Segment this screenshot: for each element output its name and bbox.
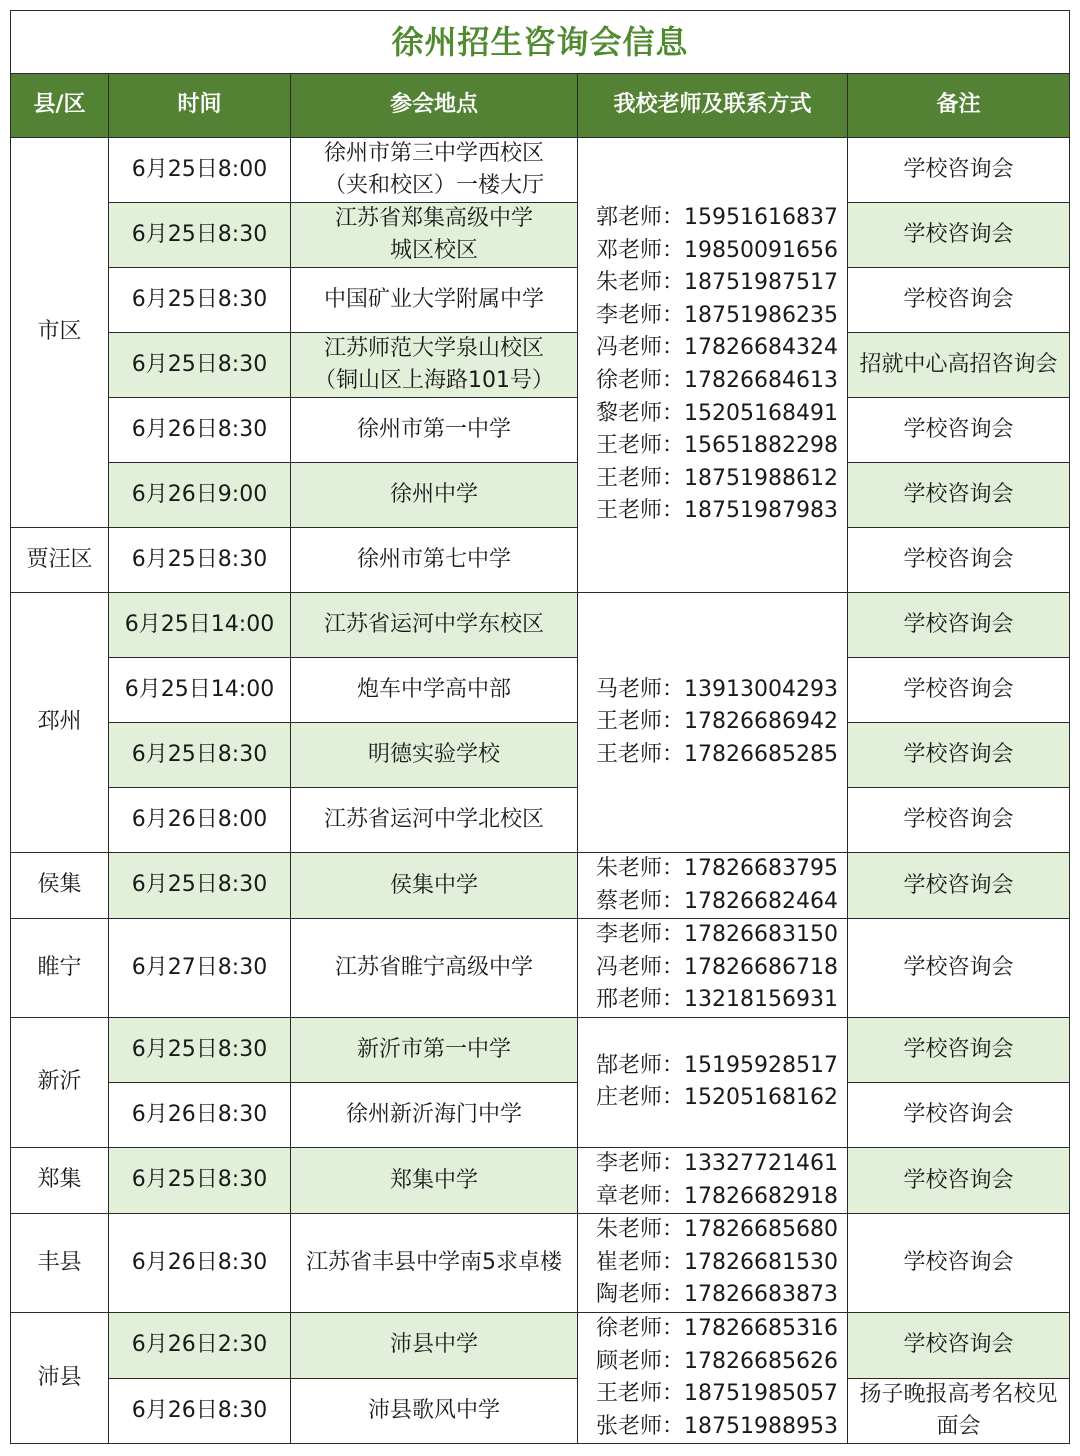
venue-line: 沛县歌风中学: [367, 1397, 500, 1423]
contacts-cell: [578, 1147, 848, 1213]
region-cell: 丰县: [11, 1214, 109, 1313]
venue-cell: [291, 398, 578, 463]
time-cell: 6月25日8:30: [109, 1017, 291, 1082]
note-line: 学校咨询会: [903, 612, 1014, 637]
venue-cell: [291, 1017, 578, 1082]
table-row: [11, 1312, 1070, 1378]
region-cell: 侯集: [11, 853, 109, 919]
title-row: [11, 11, 1070, 74]
note-line: 学校咨询会: [903, 222, 1014, 247]
contact-line: 章老师：17826682918: [596, 1183, 838, 1209]
table-row: [11, 723, 1070, 788]
contact-line: 冯老师：17826686718: [596, 954, 838, 980]
note-line: 学校咨询会: [903, 547, 1014, 572]
venue-line: 江苏省运河中学北校区: [323, 807, 544, 832]
time-cell: 6月26日2:30: [109, 1312, 291, 1378]
table-row: [11, 528, 1070, 593]
note-cell: [848, 268, 1070, 333]
time-cell: 6月25日14:00: [109, 658, 291, 723]
contact-line: 黎老师：15205168491: [596, 400, 838, 426]
time-cell: 6月25日8:30: [109, 528, 291, 593]
time-cell: 6月26日8:30: [109, 1214, 291, 1313]
contact-line: 王老师：18751987983: [596, 498, 838, 524]
venue-line: 江苏师范大学泉山校区: [323, 336, 544, 361]
note-cell: [848, 1082, 1070, 1147]
contact-line: 崔老师：17826681530: [596, 1249, 838, 1275]
venue-line: 江苏省运河中学东校区: [323, 612, 544, 637]
table-row: [11, 333, 1070, 398]
contact-line: 王老师：18751988612: [596, 465, 838, 491]
contact-line: 李老师：13327721461: [596, 1150, 838, 1176]
note-cell: [848, 333, 1070, 398]
venue-line: 徐州市第七中学: [356, 547, 511, 572]
header-time: 时间: [109, 74, 291, 138]
region-cell: 沛县: [11, 1312, 109, 1443]
venue-line: 江苏省郑集高级中学: [334, 206, 533, 231]
contacts-cell: [578, 138, 848, 593]
region-cell: 睢宁: [11, 919, 109, 1018]
venue-cell: [291, 593, 578, 658]
contact-line: 马老师：13913004293: [596, 676, 838, 702]
time-cell: 6月25日8:00: [109, 138, 291, 203]
venue-cell: [291, 788, 578, 853]
table-row: [11, 1017, 1070, 1082]
venue-line: 徐州中学: [389, 482, 478, 507]
note-cell: [848, 593, 1070, 658]
venue-cell: [291, 853, 578, 919]
table-row: [11, 398, 1070, 463]
note-line: 学校咨询会: [903, 742, 1014, 767]
table-row: [11, 593, 1070, 658]
header-contacts: 我校老师及联系方式: [578, 74, 848, 138]
contact-line: 顾老师：17826685626: [596, 1348, 838, 1374]
time-cell: 6月26日9:00: [109, 463, 291, 528]
contact-line: 朱老师：17826685680: [596, 1217, 838, 1243]
note-cell: [848, 788, 1070, 853]
region-cell: 贾汪区: [11, 528, 109, 593]
table-row: [11, 658, 1070, 723]
note-line: 招就中心高招咨询会: [859, 352, 1058, 377]
venue-line: 明德实验学校: [367, 742, 500, 767]
note-line: 学校咨询会: [903, 1250, 1014, 1276]
contact-line: 陶老师：17826683873: [596, 1282, 838, 1308]
table-row: [11, 919, 1070, 1018]
venue-cell: [291, 463, 578, 528]
venue-line: （铜山区上海路101号）: [314, 368, 554, 393]
note-cell: [848, 853, 1070, 919]
note-line: 学校咨询会: [903, 955, 1014, 981]
table-row: [11, 1378, 1070, 1444]
venue-line: 江苏省丰县中学南5求卓楼: [306, 1250, 562, 1276]
note-line: 面会: [936, 1413, 981, 1439]
contact-line: 王老师：15651882298: [596, 433, 838, 459]
venue-line: 侯集中学: [389, 872, 478, 898]
contacts-cell: [578, 1312, 848, 1443]
note-line: 学校咨询会: [903, 1332, 1014, 1358]
region-cell: 邳州: [11, 593, 109, 853]
table-row: [11, 853, 1070, 919]
venue-line: 中国矿业大学附属中学: [323, 287, 544, 312]
venue-line: 徐州市第一中学: [356, 417, 511, 442]
contact-line: 王老师：17826685285: [596, 741, 838, 767]
header-row: [11, 74, 1070, 138]
consultation-table-wrapper: [10, 10, 1069, 1444]
table-row: [11, 788, 1070, 853]
venue-cell: [291, 1082, 578, 1147]
contact-line: 郜老师：15195928517: [596, 1052, 838, 1078]
header-county: 县/区: [11, 74, 109, 138]
contact-line: 李老师：17826683150: [596, 922, 838, 948]
table-row: [11, 268, 1070, 333]
venue-cell: [291, 203, 578, 268]
venue-line: 城区校区: [389, 238, 478, 263]
time-cell: 6月26日8:30: [109, 1082, 291, 1147]
note-cell: [848, 1147, 1070, 1213]
venue-cell: [291, 658, 578, 723]
time-cell: 6月26日8:00: [109, 788, 291, 853]
time-cell: 6月25日8:30: [109, 1147, 291, 1213]
venue-line: 徐州市第三中学西校区: [323, 141, 544, 166]
contact-line: 李老师：18751986235: [596, 302, 838, 328]
table-row: [11, 1214, 1070, 1313]
venue-line: 炮车中学高中部: [356, 677, 511, 702]
table-row: [11, 463, 1070, 528]
contacts-cell: [578, 919, 848, 1018]
contact-line: 张老师：18751988953: [596, 1413, 838, 1439]
venue-cell: [291, 919, 578, 1018]
venue-cell: [291, 1147, 578, 1213]
region-cell: 新沂: [11, 1017, 109, 1147]
time-cell: 6月25日8:30: [109, 333, 291, 398]
contact-line: 朱老师：18751987517: [596, 270, 838, 296]
table-row: [11, 1082, 1070, 1147]
note-line: 学校咨询会: [903, 287, 1014, 312]
note-line: 学校咨询会: [903, 1101, 1014, 1127]
time-cell: 6月25日14:00: [109, 593, 291, 658]
note-cell: [848, 919, 1070, 1018]
contact-line: 郭老师：15951616837: [596, 205, 838, 231]
time-cell: 6月25日8:30: [109, 853, 291, 919]
venue-cell: [291, 1378, 578, 1444]
contact-line: 冯老师：17826684324: [596, 335, 838, 361]
contact-line: 邓老师：19850091656: [596, 237, 838, 263]
contact-line: 王老师：18751985057: [596, 1381, 838, 1407]
note-cell: [848, 723, 1070, 788]
note-cell: [848, 1312, 1070, 1378]
time-cell: 6月26日8:30: [109, 1378, 291, 1444]
contact-line: 蔡老师：17826682464: [596, 888, 838, 914]
note-line: 学校咨询会: [903, 157, 1014, 182]
venue-cell: [291, 268, 578, 333]
venue-line: （夹和校区）一楼大厅: [323, 173, 544, 198]
venue-line: 沛县中学: [389, 1332, 478, 1358]
note-cell: [848, 463, 1070, 528]
venue-line: 新沂市第一中学: [356, 1036, 511, 1062]
table-title: 徐州招生咨询会信息: [11, 11, 1070, 74]
time-cell: 6月26日8:30: [109, 398, 291, 463]
note-line: 学校咨询会: [903, 482, 1014, 507]
contact-line: 朱老师：17826683795: [596, 856, 838, 881]
time-cell: 6月25日8:30: [109, 203, 291, 268]
time-cell: 6月25日8:30: [109, 268, 291, 333]
note-line: 学校咨询会: [903, 417, 1014, 442]
contacts-cell: [578, 593, 848, 853]
note-line: 学校咨询会: [903, 807, 1014, 832]
table-row: [11, 1147, 1070, 1213]
contact-line: 庄老师：15205168162: [596, 1085, 838, 1111]
venue-cell: [291, 1214, 578, 1313]
region-cell: 郑集: [11, 1147, 109, 1213]
time-cell: 6月25日8:30: [109, 723, 291, 788]
header-venue: 参会地点: [291, 74, 578, 138]
contacts-cell: [578, 1017, 848, 1147]
note-cell: [848, 658, 1070, 723]
note-cell: [848, 138, 1070, 203]
venue-cell: [291, 723, 578, 788]
venue-line: 江苏省睢宁高级中学: [334, 955, 533, 981]
note-line: 学校咨询会: [903, 872, 1014, 898]
note-line: 学校咨询会: [903, 1167, 1014, 1193]
contact-line: 邢老师：13218156931: [596, 987, 838, 1013]
note-cell: [848, 1378, 1070, 1444]
note-cell: [848, 203, 1070, 268]
consultation-table: [10, 10, 1070, 1444]
venue-line: 郑集中学: [389, 1167, 478, 1193]
table-row: [11, 138, 1070, 203]
note-cell: [848, 528, 1070, 593]
note-line: 学校咨询会: [903, 1036, 1014, 1062]
contact-line: 徐老师：17826685316: [596, 1315, 838, 1341]
contacts-cell: [578, 1214, 848, 1313]
header-notes: 备注: [848, 74, 1070, 138]
venue-cell: [291, 1312, 578, 1378]
time-cell: 6月27日8:30: [109, 919, 291, 1018]
note-line: 扬子晚报高考名校见: [859, 1381, 1058, 1407]
venue-cell: [291, 528, 578, 593]
venue-line: 徐州新沂海门中学: [345, 1101, 522, 1127]
region-cell: 市区: [11, 138, 109, 528]
contact-line: 徐老师：17826684613: [596, 368, 838, 393]
contacts-cell: [578, 853, 848, 919]
note-cell: [848, 1017, 1070, 1082]
venue-cell: [291, 333, 578, 398]
table-row: [11, 203, 1070, 268]
contact-line: 王老师：17826686942: [596, 709, 838, 735]
note-cell: [848, 1214, 1070, 1313]
table-body: [11, 138, 1070, 1444]
note-cell: [848, 398, 1070, 463]
venue-cell: [291, 138, 578, 203]
note-line: 学校咨询会: [903, 677, 1014, 702]
